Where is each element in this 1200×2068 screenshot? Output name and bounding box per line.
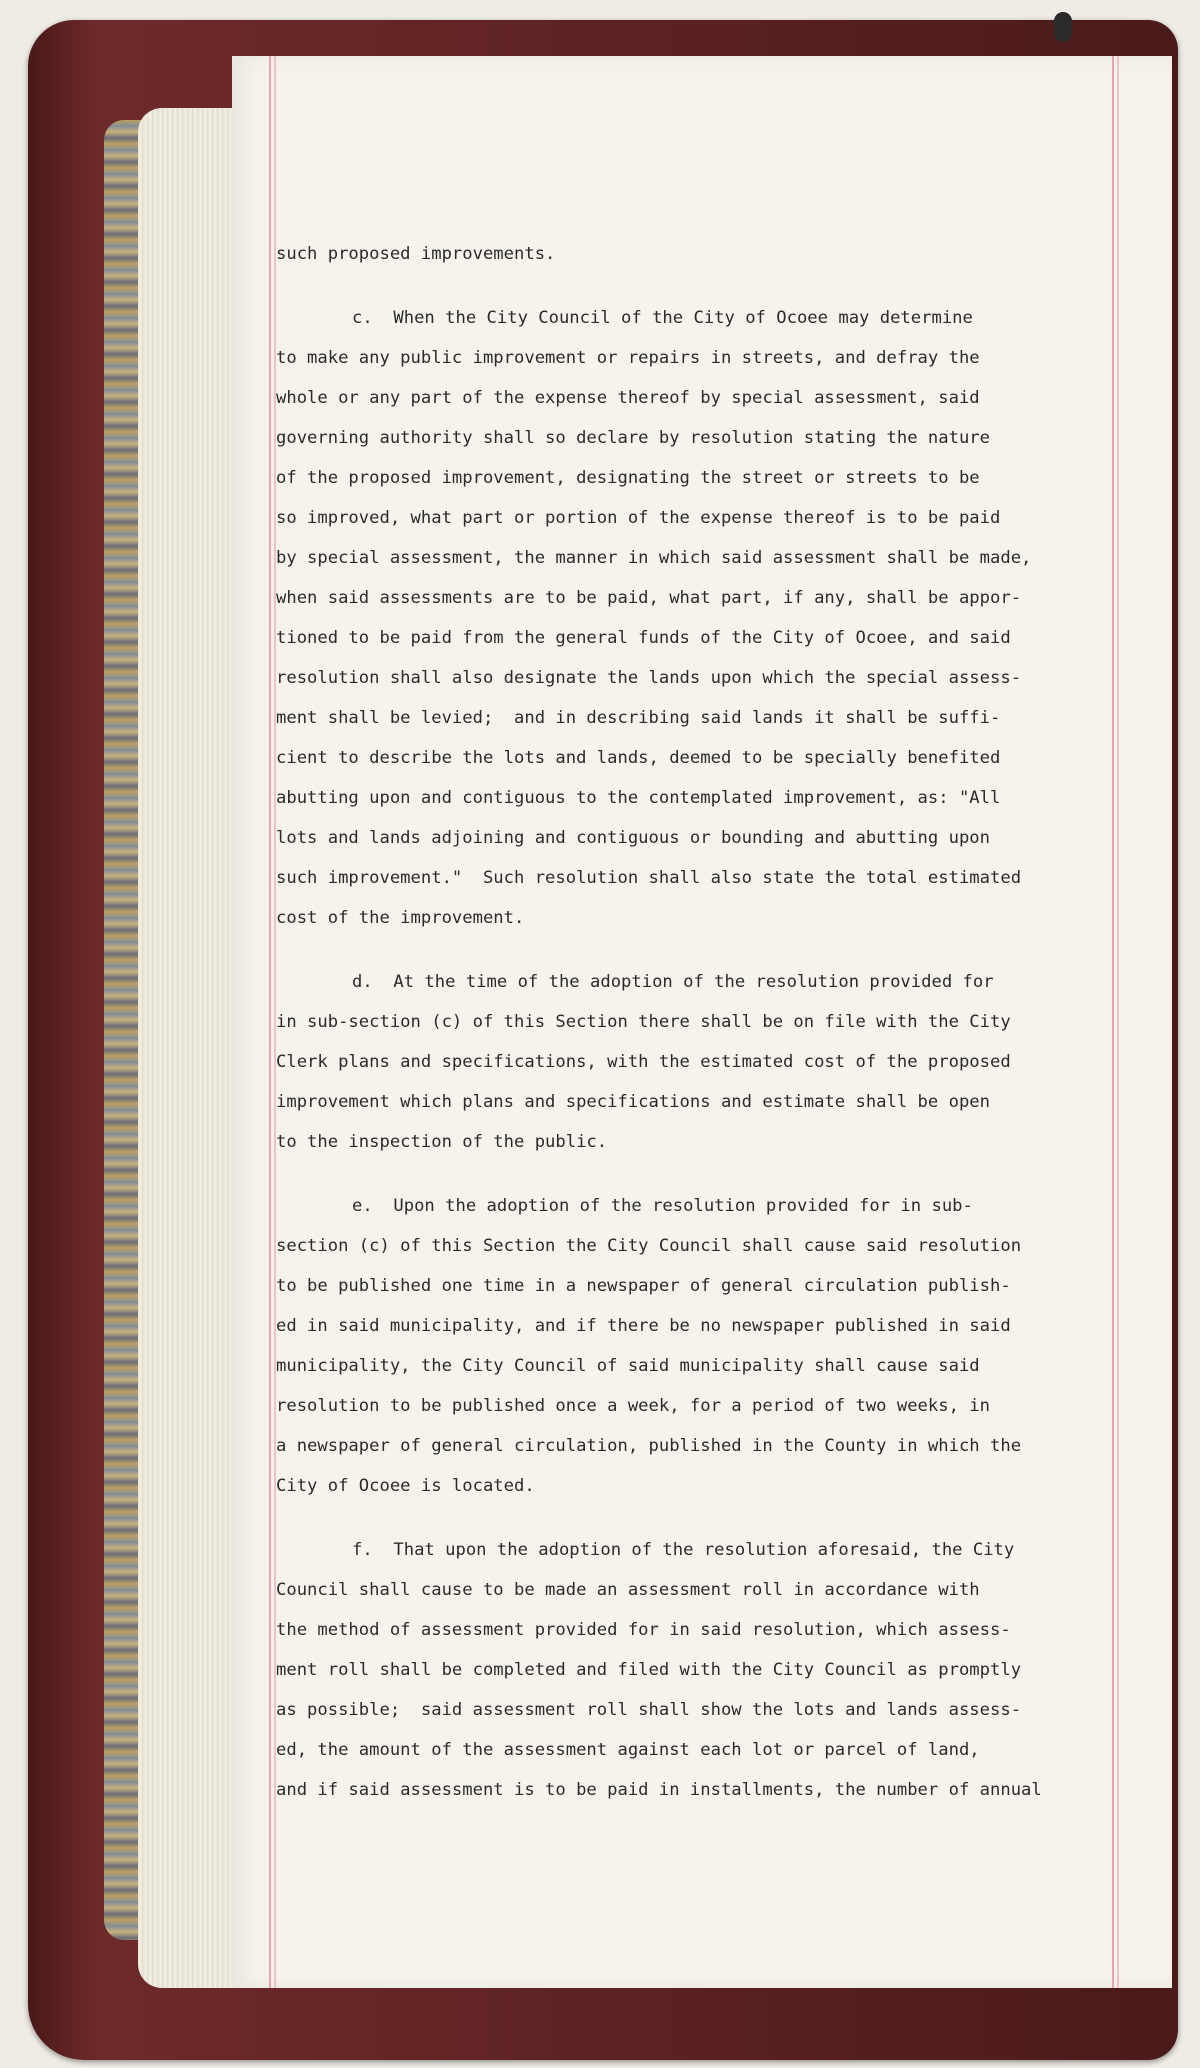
text-line: tioned to be paid from the general funds of the City of Ocoee, and said [276,628,1011,648]
text-line: whole or any part of the expense thereof by special assessment, said [276,388,980,408]
text-line: governing authority shall so declare by resolution stating the nature [276,428,990,448]
text-line: the method of assessment provided for in said resolution, which assess- [276,1620,1011,1640]
text-line: to make any public improvement or repairs in streets, and defray the [276,348,980,368]
paragraph-d-first-line: d. At the time of the adoption of the resolution provided for [352,972,994,992]
text-line: cient to describe the lots and lands, deemed to be specially benefited [276,748,1001,768]
text-line: Clerk plans and specifications, with the estimated cost of the proposed [276,1052,1011,1072]
text-line: to the inspection of the public. [276,1132,608,1152]
left-margin-rule [269,56,271,1988]
text-line: resolution shall also designate the lands upon which the special assess- [276,668,1022,688]
text-line: municipality, the City Council of said municipality shall cause said [276,1356,980,1376]
text-line: such improvement." Such resolution shall also state the total estimated [276,868,1022,888]
text-line: City of Ocoee is located. [276,1476,535,1496]
ledger-page [232,56,1172,1988]
text-line: and if said assessment is to be paid in installments, the number of annual [276,1780,1042,1800]
text-line: resolution to be published once a week, for a period of two weeks, in [276,1396,990,1416]
text-line: as possible; said assessment roll shall show the lots and lands assess- [276,1700,1022,1720]
text-line: ment shall be levied; and in describing said lands it shall be suffi- [276,708,1001,728]
right-margin-rule-secondary [1117,56,1119,1988]
text-line: improvement which plans and specifications and estimate shall be open [276,1092,990,1112]
text-line: abutting upon and contiguous to the contemplated improvement, as: "All [276,788,1001,808]
text-line: a newspaper of general circulation, published in the County in which the [276,1436,1022,1456]
text-line: ment roll shall be completed and filed with the City Council as promptly [276,1660,1022,1680]
text-line: so improved, what part or portion of the expense thereof is to be paid [276,508,1001,528]
text-line: Council shall cause to be made an assessment roll in accordance with [276,1580,980,1600]
text-line: lots and lands adjoining and contiguous or bounding and abutting upon [276,828,990,848]
paragraph-e-first-line: e. Upon the adoption of the resolution provided for in sub- [352,1196,973,1216]
text-line: in sub-section (c) of this Section there shall be on file with the City [276,1012,1011,1032]
paragraph-c-first-line: c. When the City Council of the City of Ocoee may determine [352,308,973,328]
text-line: by special assessment, the manner in which said assessment shall be made, [276,548,1032,568]
book-clasp [1054,12,1072,42]
typed-text-block [276,234,1116,1810]
text-line: cost of the improvement. [276,908,525,928]
text-line: of the proposed improvement, designating the street or streets to be [276,468,980,488]
text-line: ed, the amount of the assessment against each lot or parcel of land, [276,1740,980,1760]
text-line: to be published one time in a newspaper of general circulation publish- [276,1276,1011,1296]
text-line: ed in said municipality, and if there be no newspaper published in said [276,1316,1011,1336]
text-line: section (c) of this Section the City Council shall cause said resolution [276,1236,1022,1256]
text-line: such proposed improvements. [276,244,556,264]
text-line: when said assessments are to be paid, what part, if any, shall be appor- [276,588,1022,608]
paragraph-f-first-line: f. That upon the adoption of the resolution aforesaid, the City [352,1540,1015,1560]
